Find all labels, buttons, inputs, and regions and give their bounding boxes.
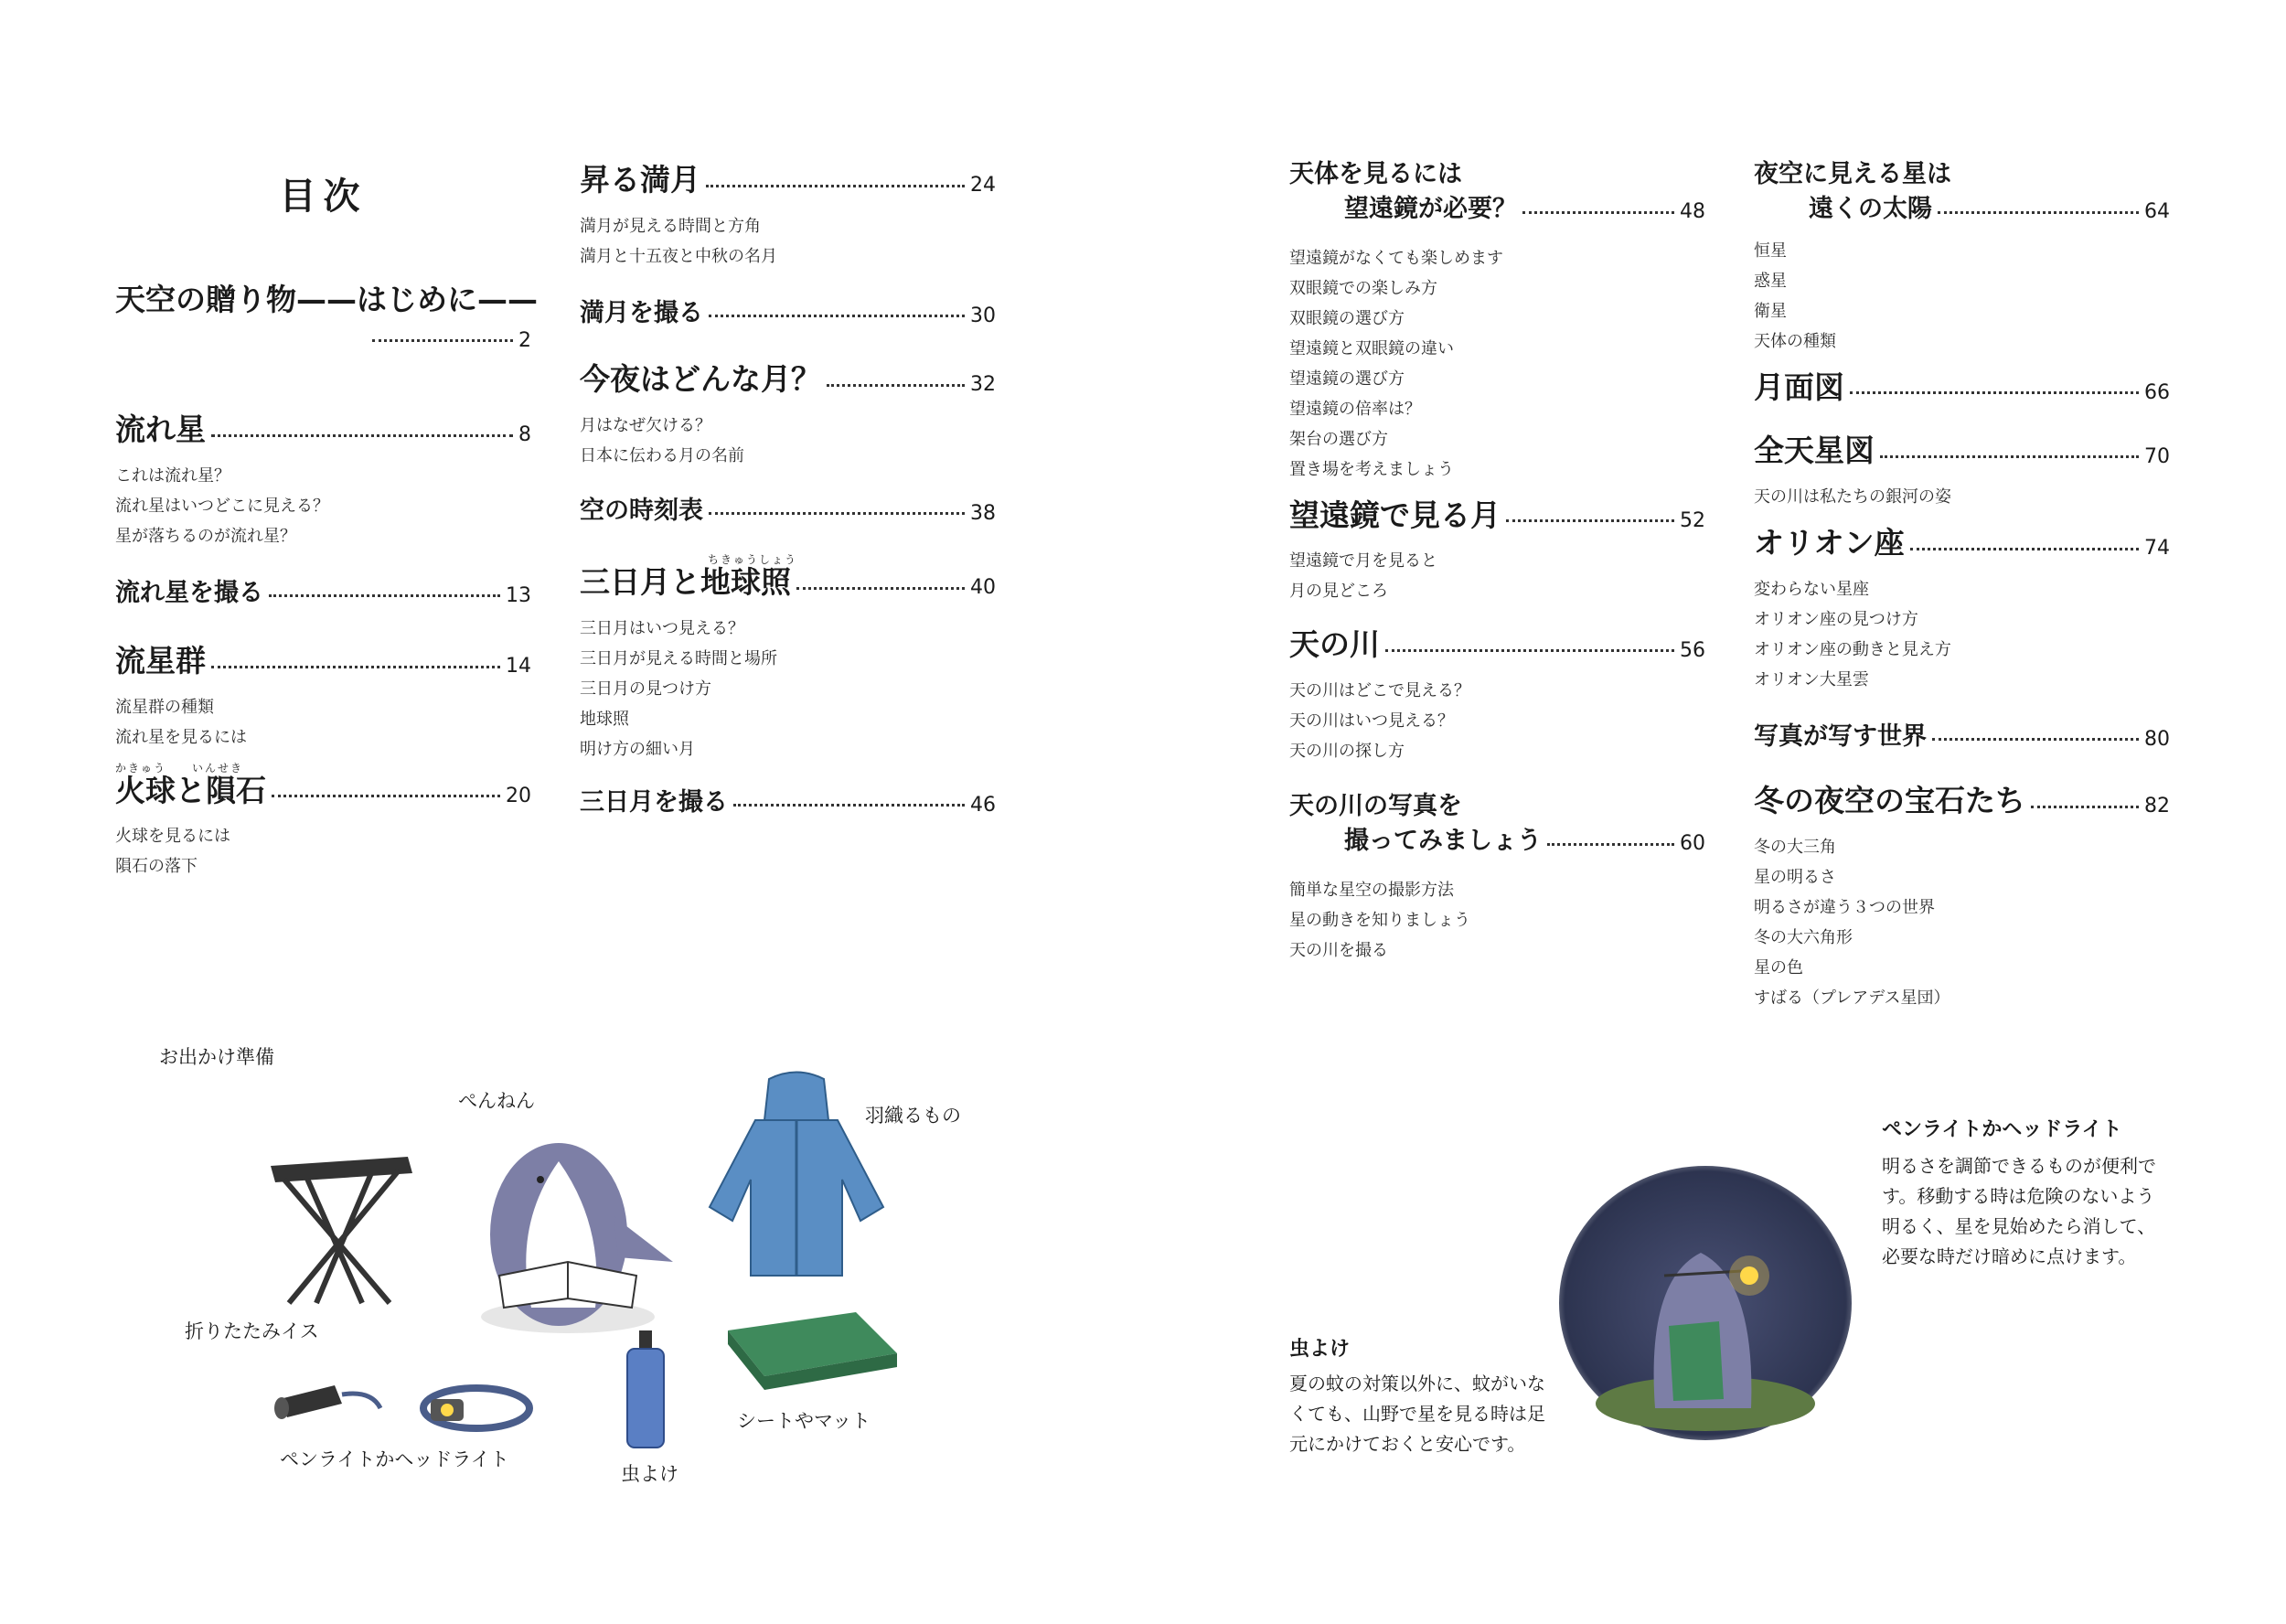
note-bug-spray (1289, 1333, 1554, 1459)
gear-illustration (115, 1015, 993, 1490)
toc-entry-title: 月面図 (1754, 369, 1844, 405)
toc-entry-page: 74 (2144, 537, 2170, 561)
toc-entry-page: 24 (970, 174, 996, 198)
toc-subentry[interactable]: 三日月の見つけ方 (580, 678, 711, 699)
label-light: ペンライトかヘッドライト (280, 1448, 509, 1470)
toc-title: 目次 (279, 176, 368, 218)
toc-entry-page: 2 (518, 328, 531, 352)
toc-subentry[interactable]: 望遠鏡がなくても楽しめます (1289, 248, 1503, 268)
toc-subentry[interactable]: 変わらない星座 (1754, 579, 1869, 599)
toc-entry-title: 写真が写す世界 (1754, 721, 1927, 751)
toc-entry-title: 天体を見るには (1289, 160, 1462, 188)
toc-subentry[interactable]: オリオン座の見つけ方 (1754, 609, 1918, 629)
toc-entry-page: 66 (2144, 380, 2170, 404)
toc-entry-rising-moon[interactable] (580, 162, 996, 272)
toc-entry-telescope-moon[interactable] (1289, 497, 1705, 607)
toc-subentry[interactable]: 星の明るさ (1754, 867, 1836, 887)
toc-entry-title-line2: 撮ってみましょう (1344, 827, 1542, 856)
toc-subentry[interactable]: 星の動きを知りましょう (1289, 910, 1470, 930)
toc-entry-page: 56 (1680, 638, 1705, 662)
toc-subentry[interactable]: 地球照 (580, 709, 629, 729)
toc-entry-page: 48 (1680, 200, 1705, 224)
toc-column-2 (580, 162, 996, 817)
bug-spray-icon (623, 1330, 668, 1449)
night-penguin-illustration (1554, 1152, 1856, 1454)
toc-entry-telescope[interactable] (1289, 160, 1705, 485)
mat-icon (710, 1303, 902, 1404)
headlamp-icon (417, 1376, 536, 1440)
toc-subentry[interactable]: これは流れ星？ (115, 465, 230, 486)
toc-subentry[interactable]: オリオン大星雲 (1754, 669, 1869, 689)
toc-subentry[interactable]: 月はなぜ欠ける？ (580, 415, 711, 435)
toc-subentry[interactable]: 望遠鏡で月を見ると (1289, 551, 1437, 572)
toc-subentry[interactable]: 望遠鏡の選び方 (1289, 369, 1405, 389)
label-jacket: 羽織るもの (865, 1105, 961, 1127)
toc-subentry[interactable]: オリオン座の動きと見え方 (1754, 639, 1951, 659)
toc-entry-orion[interactable] (1754, 525, 2170, 695)
toc-entry-page: 52 (1680, 508, 1705, 532)
toc-subentry[interactable]: 望遠鏡と双眼鏡の違い (1289, 338, 1454, 358)
toc-entry-page: 46 (970, 793, 996, 817)
toc-entry-title: 三日月と地球照 (580, 563, 791, 600)
toc-subentry[interactable]: 双眼鏡での楽しみ方 (1289, 278, 1437, 298)
gear-title: お出かけ準備 (159, 1046, 274, 1068)
label-stool: 折りたたみイス (185, 1320, 319, 1342)
toc-entry-title: 流星群 (115, 642, 206, 678)
toc-entry-title: 夜空に見える星は (1754, 160, 1951, 188)
toc-entry-meteor-photo[interactable] (115, 579, 531, 608)
toc-entry-title: 天の川 (1289, 626, 1380, 663)
label-penguin: ぺんねん (458, 1090, 535, 1112)
toc-entry-title: 流れ星を撮る (115, 578, 263, 607)
toc-subentry[interactable]: 星が落ちるのが流れ星？ (115, 526, 296, 546)
toc-entry-photo-world[interactable] (1754, 722, 2170, 752)
flashlight-icon (271, 1372, 390, 1436)
note-light-line: 明るさを調節できるものが便利で (1882, 1155, 2156, 1177)
note-bug-line: くても、山野で星を見る時は足 (1289, 1403, 1545, 1425)
toc-entry-moon-map[interactable] (1754, 369, 2170, 406)
toc-entry-title: オリオン座 (1754, 524, 1905, 561)
toc-entry-meteor-shower[interactable] (115, 643, 531, 753)
toc-subentry[interactable]: 日本に伝わる月の名前 (580, 445, 744, 465)
toc-entry-page: 14 (506, 655, 531, 678)
toc-entry-page: 70 (2144, 444, 2170, 468)
toc-subentry[interactable]: 流れ星はいつどこに見える？ (115, 496, 329, 516)
toc-subentry[interactable]: 天の川はどこで見える？ (1289, 680, 1470, 700)
folding-stool-icon (252, 1148, 426, 1312)
toc-entry-title: 昇る満月 (580, 162, 700, 198)
toc-subentry[interactable]: 隕石の落下 (115, 857, 198, 877)
note-bug-line: 夏の蚊の対策以外に、蚊がいな (1289, 1373, 1545, 1394)
toc-subentry[interactable]: 恒星 (1754, 240, 1787, 261)
toc-entry-title: 天空の贈り物——はじめに—— (115, 282, 538, 317)
label-mat: シートやマット (737, 1410, 871, 1432)
toc-entry-page: 64 (2144, 200, 2170, 224)
toc-entry-sky-timetable[interactable] (580, 497, 996, 526)
note-light (1882, 1114, 2193, 1272)
toc-subentry[interactable]: 衛星 (1754, 301, 1787, 321)
toc-subentry[interactable]: 三日月が見える時間と場所 (580, 648, 777, 668)
toc-column-3 (1289, 160, 1705, 966)
toc-entry-title: 空の時刻表 (580, 496, 703, 525)
toc-entry-fireball[interactable] (115, 760, 531, 882)
toc-subentry[interactable]: 流星群の種類 (115, 697, 214, 717)
toc-entry-title: 満月を撮る (580, 298, 703, 327)
note-light-title: ペンライトかヘッドライト (1882, 1118, 2122, 1141)
note-light-line: 必要な時だけ暗めに点けます。 (1882, 1245, 2137, 1267)
toc-entry-milkyway-photo[interactable] (1289, 792, 1705, 966)
toc-entry-ruby: かきゅう いんせき (115, 761, 244, 775)
note-light-line: す。移動する時は危険のないよう (1882, 1185, 2155, 1207)
toc-entry-title: 火球と隕石 (115, 772, 266, 808)
toc-entry-title: 三日月を撮る (580, 787, 728, 817)
toc-entry-intro[interactable] (115, 282, 538, 353)
toc-entry-title: 流れ星 (115, 411, 206, 447)
toc-entry-title: 望遠鏡で見る月 (1289, 497, 1501, 533)
label-spray: 虫よけ (621, 1463, 678, 1485)
toc-column-4 (1754, 160, 2170, 1013)
toc-entry-page: 82 (2144, 795, 2170, 818)
toc-entry-page: 40 (970, 576, 996, 600)
toc-entry-ruby: ちきゅうしょう (708, 552, 798, 566)
toc-subentry[interactable]: 三日月はいつ見える？ (580, 618, 744, 638)
toc-column-1 (115, 160, 538, 881)
toc-entry-page: 13 (506, 583, 531, 607)
toc-entry-star-map[interactable] (1754, 433, 2170, 512)
toc-entry-meteor[interactable] (115, 411, 531, 551)
toc-subentry[interactable]: 天体の種類 (1754, 331, 1836, 351)
toc-subentry[interactable]: 明るさが違う３つの世界 (1754, 897, 1935, 917)
toc-entry-title: 冬の夜空の宝石たち (1754, 782, 2025, 818)
toc-subentry[interactable]: 天の川の探し方 (1289, 741, 1405, 761)
note-light-line: 明るく、星を見始めたら消して、 (1882, 1215, 2156, 1237)
toc-entry-page: 60 (1680, 832, 1705, 856)
note-bug-title: 虫よけ (1289, 1338, 1351, 1361)
toc-subentry[interactable]: 簡単な星空の撮影方法 (1289, 880, 1454, 900)
toc-subentry[interactable]: 満月が見える時間と方角 (580, 216, 761, 236)
toc-subentry[interactable]: 月の見どころ (1289, 582, 1388, 602)
toc-entry-page: 30 (970, 304, 996, 327)
toc-subentry[interactable]: 惑星 (1754, 271, 1787, 291)
toc-entry-distant-suns[interactable] (1754, 160, 2170, 357)
toc-subentry[interactable]: 満月と十五夜と中秋の名月 (580, 246, 777, 266)
toc-subentry[interactable]: 火球を見るには (115, 827, 230, 847)
toc-subentry[interactable]: 冬の大三角 (1754, 837, 1836, 857)
note-bug-line: 元にかけておくと安心です。 (1289, 1433, 1526, 1455)
toc-subentry[interactable]: 流れ星を見るには (115, 727, 247, 747)
toc-subentry[interactable]: 天の川は私たちの銀河の姿 (1754, 486, 1951, 507)
toc-subentry[interactable]: 置き場を考えましょう (1289, 459, 1454, 479)
toc-entry-crescent[interactable] (580, 551, 996, 764)
toc-subentry[interactable]: 天の川はいつ見える？ (1289, 710, 1454, 731)
toc-entry-title-line2: 遠くの太陽 (1809, 195, 1932, 224)
toc-subentry[interactable]: 明け方の細い月 (580, 739, 695, 759)
toc-entry-milkyway[interactable] (1289, 626, 1705, 766)
penguin-icon (467, 1125, 687, 1335)
toc-entry-title-line2: 望遠鏡が必要？ (1344, 195, 1517, 224)
toc-entry-page: 80 (2144, 727, 2170, 751)
toc-subentry[interactable]: 天の川を撮る (1289, 940, 1388, 960)
toc-subentry[interactable]: すばる（プレアデス星団） (1754, 988, 1950, 1008)
toc-entry-page: 32 (970, 373, 996, 397)
toc-subentry[interactable]: 星の色 (1754, 957, 1803, 978)
toc-subentry[interactable]: 望遠鏡の倍率は？ (1289, 399, 1421, 419)
toc-entry-winter-jewels[interactable] (1754, 783, 2170, 1013)
jacket-icon (700, 1070, 892, 1280)
toc-entry-crescent-photo[interactable] (580, 788, 996, 817)
toc-entry-title: 全天星図 (1754, 433, 1875, 469)
toc-subentry[interactable]: 冬の大六角形 (1754, 927, 1853, 947)
toc-subentry[interactable]: 架台の選び方 (1289, 429, 1388, 449)
toc-entry-page: 8 (518, 423, 531, 447)
toc-entry-page: 20 (506, 784, 531, 807)
toc-entry-title: 天の川の写真を (1289, 791, 1462, 820)
toc-subentry[interactable]: 双眼鏡の選び方 (1289, 308, 1405, 328)
toc-entry-fullmoon-photo[interactable] (580, 299, 996, 328)
toc-entry-tonight-moon[interactable] (580, 361, 996, 471)
toc-entry-title: 今夜はどんな月？ (580, 360, 821, 397)
toc-entry-page: 38 (970, 501, 996, 525)
